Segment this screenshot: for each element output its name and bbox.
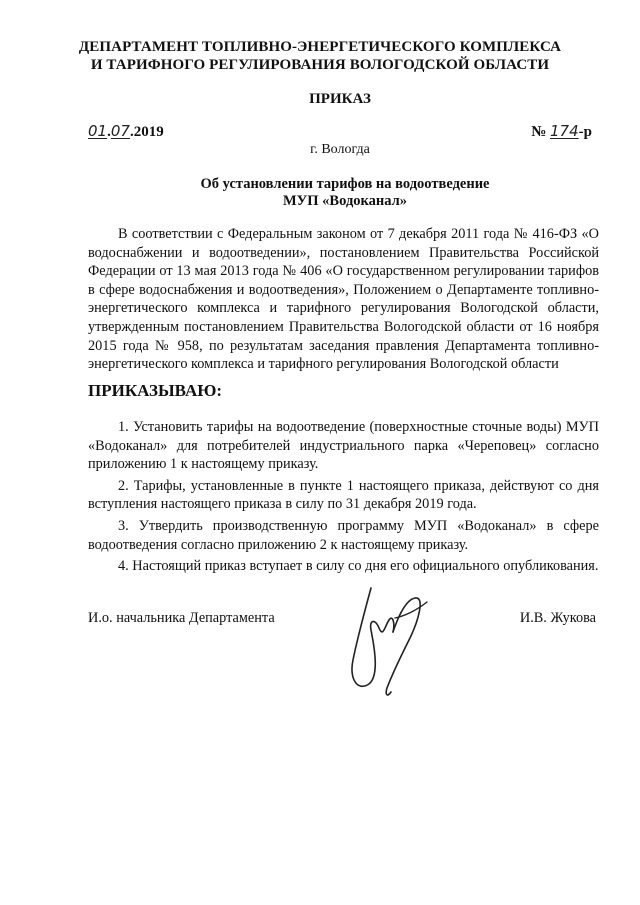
handwritten-signature [335,580,435,710]
number-suffix: -р [578,124,592,140]
signer-name: И.В. Жукова [519,610,596,626]
number-prefix: № [531,124,547,140]
header-line-2: И ТАРИФНОГО РЕГУЛИРОВАНИЯ ВОЛОГОДСКОЙ ОБЛАСТИ [90,57,550,73]
department-header [0,38,640,74]
preamble-paragraph: В соответствии с Федеральным законом от 7 декабря 2011 года № 416-ФЗ «О водоснабжении и водоотведении», постановлением Правительства Российской Федерации от 13 мая 2013 года № 406 «О государственном регулировании тарифов в сфере водоснабжения и водоотведения», Положением о Департаменте топливно-энергетического комплекса и тарифного регулирования Вологодской области, утвержденным постановлением Правительства Вологодской области от 16 ноября 2015 года № 958, по результатам заседания правления Департамента топливно-энергетического комплекса и тарифного регулирования Вологодской области [88,226,599,373]
signer-title: И.о. начальника Департамента [88,610,275,626]
order-item-2: 2. Тарифы, установленные в пункте 1 настоящего приказа, действуют со дня вступления настоящего приказа в силу по 31 декабря 2019 года. [88,477,599,513]
order-item-1: 1. Установить тарифы на водоотведение (поверхностные сточные воды) МУП «Водоканал» для потребителей индустриального парка «Череповец» согласно приложению 1 к настоящему приказу. [88,419,599,473]
date-year: .2019 [129,124,164,140]
document-title-line-1: Об установлении тарифов на водоотведение [200,176,490,192]
document-title [0,176,640,210]
order-items [88,418,599,579]
order-date [88,122,164,141]
date-day: 01 [88,122,108,140]
city: г. Вологда [310,142,370,157]
order-number [531,122,592,141]
header-line-1: ДЕПАРТАМЕНТ ТОПЛИВНО-ЭНЕРГЕТИЧЕСКОГО КОМПЛЕКСА [78,39,562,55]
order-item-3: 3. Утвердить производственную программу МУП «Водоканал» в сфере водоотведения согласно приложению 2 к настоящему приказу. [88,517,599,553]
date-separator: . [107,124,111,140]
document-title-line-2: МУП «Водоканал» [282,193,408,209]
number-value: 174 [550,122,579,140]
date-month: 07 [110,122,130,140]
order-item-4: 4. Настоящий приказ вступает в силу со дня его официального опубликования. [118,558,599,575]
order-word: ПРИКАЗЫВАЮ: [88,381,223,400]
order-title: ПРИКАЗ [309,91,371,107]
